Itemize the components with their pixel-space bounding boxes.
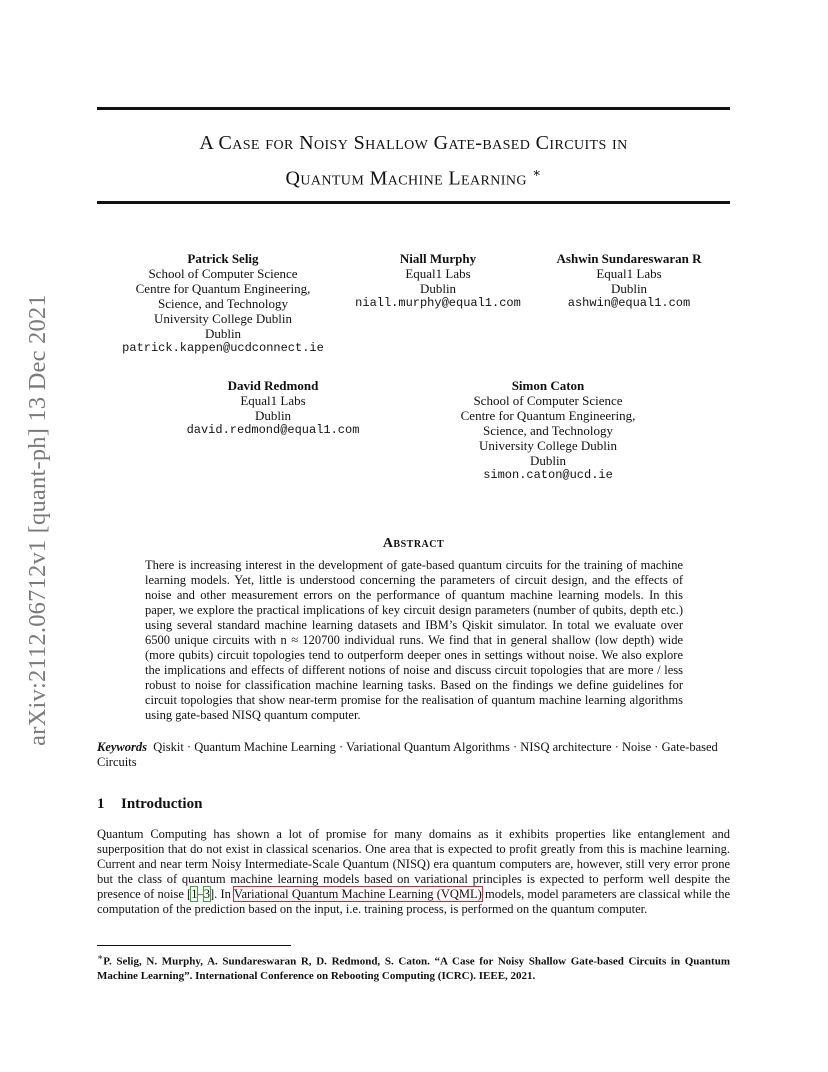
author-affiliation: University College Dublin xyxy=(479,438,617,453)
title-line-1: A Case for Noisy Shallow Gate-based Circuits in xyxy=(199,132,628,154)
author-name: Simon Caton xyxy=(511,378,585,393)
footnote-text: P. Selig, N. Murphy, A. Sundareswaran R, D. Redmond, S. Caton. “A Case for Noisy Shallow Gate-based Circuits in Quantum Machine Learning”. International Conference on Rebooting Computing (ICRC). IEEE, 2021. xyxy=(97,955,730,982)
footnote-marker: ∗ xyxy=(97,952,104,962)
title-top-rule xyxy=(97,107,730,110)
title-line-2-text: Quantum Machine Learning xyxy=(285,167,527,190)
footnote-rule xyxy=(97,945,291,946)
author-affiliation: Dublin xyxy=(529,453,567,468)
author-affiliation: Equal1 Labs xyxy=(240,393,306,408)
author-affiliation: University College Dublin xyxy=(154,311,292,326)
author-affiliation: Dublin xyxy=(419,281,457,296)
author-affiliation: Centre for Quantum Engineering, xyxy=(460,408,636,423)
author-affiliation: Dublin xyxy=(204,326,242,341)
abstract-body: There is increasing interest in the development of gate-based quantum circuits for the training of machine learning models. Yet, little is understood concerning the parameters of circuit design, and the effects of noise and other measurement errors on the performance of quantum machine learning models. In this paper, we explore the practical implications of key circuit design parameters (number of qubits, depth etc.) using several standard machine learning datasets and IBM’s Qiskit simulator. In total we evaluate over 6500 unique circuits with n ≈ 120700 individual runs. We find that in general shallow (low depth) wide (more qubits) circuit topologies tend to outperform deeper ones in settings without noise. We also explore the implications and effects of different notions of noise and discuss circuit topologies that are more / less robust to noise for classification machine learning tasks. Based on the findings we define guidelines for circuit topologies that show near-term promise for the realisation of quantum machine learning algorithms using gate-based NISQ quantum computer. xyxy=(145,558,683,722)
author-block-redmond xyxy=(173,378,373,438)
author-name: Patrick Selig xyxy=(187,251,259,266)
intro-text: models, model parameters are classical while the computation of the prediction based on the input, i.e. training process, is performed on the quantum computer. xyxy=(97,887,730,916)
author-affiliation: Centre for Quantum Engineering, xyxy=(135,281,311,296)
footnote xyxy=(97,950,730,983)
author-block-sundareswaran xyxy=(539,251,719,311)
intro-paragraph: Quantum Computing has shown a lot of promise for many domains as it exhibits properties like entanglement and superposition that do not exist in classical scenarios. One area that is expected to profit greatly from this is machine learning. Current and near term Noisy Intermediate-Scale Quantum (NISQ) era quantum computers are, however, still very error prone but the class of quantum machine learning models based on variational principles is expected to perform well despite the presence of noise [1–3]. In Variational Quantum Machine Learning (VQML) models, model parameters are classical while the computation of the prediction based on the input, i.e. training process, is performed on the quantum computer. xyxy=(97,827,730,916)
author-email[interactable]: simon.caton@ucd.ie xyxy=(483,468,613,482)
section-heading xyxy=(97,796,202,813)
author-email[interactable]: patrick.kappen@ucdconnect.ie xyxy=(122,341,324,355)
section-title: Introduction xyxy=(121,796,203,812)
author-affiliation: Science, and Technology xyxy=(158,296,288,311)
title-line-2 xyxy=(97,158,730,194)
author-block-selig xyxy=(113,251,333,356)
author-email[interactable]: niall.murphy@equal1.com xyxy=(355,296,521,310)
acronym-link[interactable]: Variational Quantum Machine Learning (VQML) xyxy=(233,887,482,901)
keywords-label: Keywords xyxy=(97,740,147,754)
keywords-list: Qiskit · Quantum Machine Learning · Variational Quantum Algorithms · NISQ architecture · Noise · Gate-based Circuits xyxy=(97,740,718,769)
author-affiliation: Equal1 Labs xyxy=(596,266,662,281)
abstract-heading: Abstract xyxy=(382,536,445,551)
author-affiliation: School of Computer Science xyxy=(148,266,298,281)
title-bottom-rule xyxy=(97,201,730,204)
author-name: David Redmond xyxy=(227,378,319,393)
author-affiliation: Dublin xyxy=(610,281,648,296)
author-name: Niall Murphy xyxy=(399,251,477,266)
section-number: 1 xyxy=(97,796,105,812)
intro-text: . In xyxy=(214,887,234,901)
author-block-murphy xyxy=(348,251,528,311)
title-footnote-marker: ∗ xyxy=(532,165,542,180)
author-block-caton xyxy=(438,378,658,483)
author-affiliation: Equal1 Labs xyxy=(405,266,471,281)
citation-link[interactable]: 1 xyxy=(191,887,198,901)
citation-range-separator: – xyxy=(197,887,204,901)
keywords-block xyxy=(97,740,730,770)
citation-link[interactable]: 3 xyxy=(203,887,210,901)
author-name: Ashwin Sundareswaran R xyxy=(556,251,702,266)
intro-text: Quantum Computing has shown a lot of promise for many domains as it exhibits properties like entanglement and superposition that do not exist in classical scenarios. One area that is expected to profit greatly from this is machine learning. Current and near term Noisy Intermediate-Scale Quantum (NISQ) era quantum computers are, however, still very error prone but the class of quantum machine learning models based on variational principles is expected to perform well despite the presence of noise xyxy=(97,827,730,901)
author-affiliation: Dublin xyxy=(254,408,292,423)
author-email[interactable]: david.redmond@equal1.com xyxy=(186,423,360,437)
arxiv-sidebar-stamp: arXiv:2112.06712v1 [quant-ph] 13 Dec 2021 xyxy=(24,294,51,746)
author-email[interactable]: ashwin@equal1.com xyxy=(567,296,691,310)
author-affiliation: School of Computer Science xyxy=(473,393,623,408)
paper-title xyxy=(97,128,730,194)
author-affiliation: Science, and Technology xyxy=(483,423,613,438)
